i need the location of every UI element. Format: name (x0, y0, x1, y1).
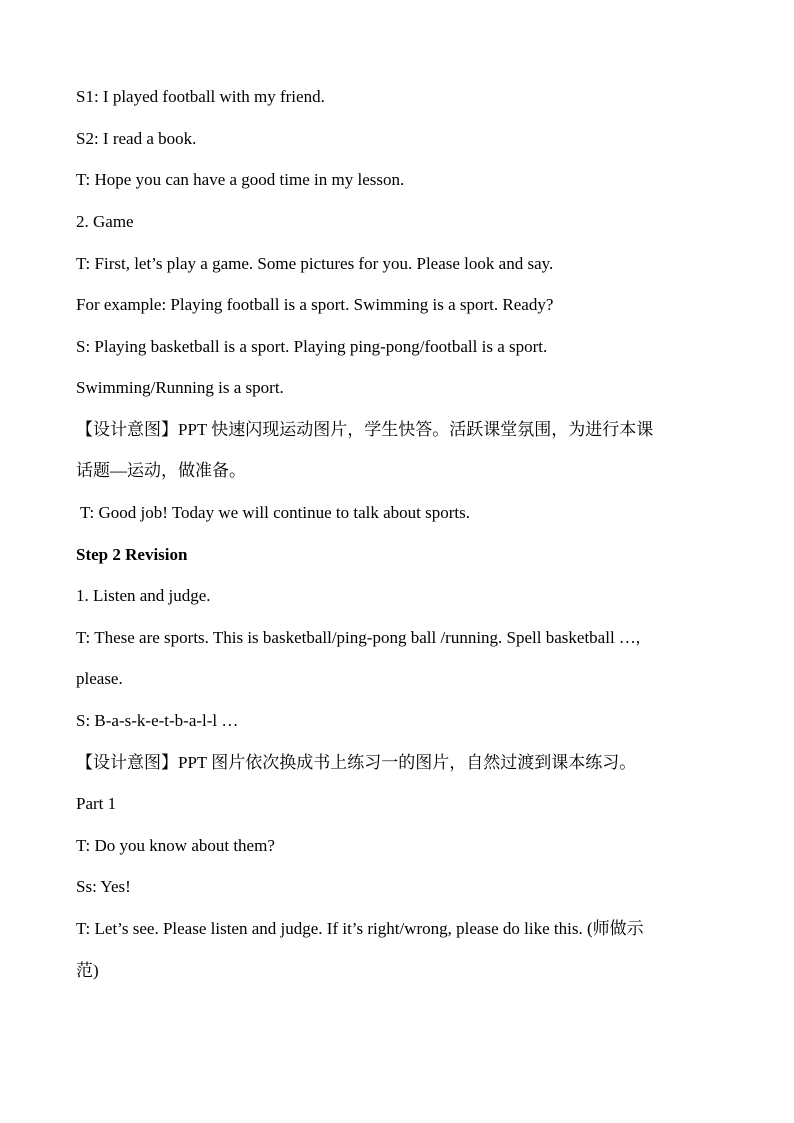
dialogue-line-t-sports: T: These are sports. This is basketball/ping-pong ball /running. Spell basketball …, (76, 628, 641, 647)
step-2-heading: Step 2 Revision (76, 545, 188, 564)
dialogue-line-t-good-job: T: Good job! Today we will continue to talk about sports. (80, 503, 471, 522)
dialogue-line-t-lets-see: T: Let’s see. Please listen and judge. If it’s right/wrong, please do like this. (师做示 (76, 919, 644, 938)
dialogue-line-t-first: T: First, let’s play a game. Some pictures for you. Please look and say. (76, 254, 554, 273)
dialogue-line-ss-yes: Ss: Yes! (76, 877, 131, 896)
dialogue-line-t-know: T: Do you know about them? (76, 836, 275, 855)
dialogue-line-s2: S2: I read a book. (76, 129, 197, 148)
design-intent-1-line-1: 【设计意图】PPT 快速闪现运动图片，学生快答。活跃课堂氛围，为进行本课 (76, 420, 654, 439)
dialogue-line-please: please. (76, 669, 123, 688)
dialogue-line-t-hope: T: Hope you can have a good time in my lesson. (76, 170, 405, 189)
dialogue-line-s1: S1: I played football with my friend. (76, 87, 325, 106)
design-intent-2: 【设计意图】PPT 图片依次换成书上练习一的图片，自然过渡到课本练习。 (76, 753, 637, 772)
section-heading-game: 2. Game (76, 212, 134, 231)
dialogue-line-s-spell: S: B-a-s-k-e-t-b-a-l-l … (76, 711, 239, 730)
part-1-heading: Part 1 (76, 794, 117, 813)
example-line: For example: Playing football is a sport. Swimming is a sport. Ready? (76, 295, 554, 314)
dialogue-line-s-playing: S: Playing basketball is a sport. Playing ping-pong/football is a sport. (76, 337, 548, 356)
dialogue-line-demo: 范) (76, 961, 99, 980)
subsection-listen-judge: 1. Listen and judge. (76, 586, 211, 605)
design-intent-1-line-2: 话题—运动，做准备。 (76, 461, 246, 480)
dialogue-line-swimming: Swimming/Running is a sport. (76, 378, 284, 397)
